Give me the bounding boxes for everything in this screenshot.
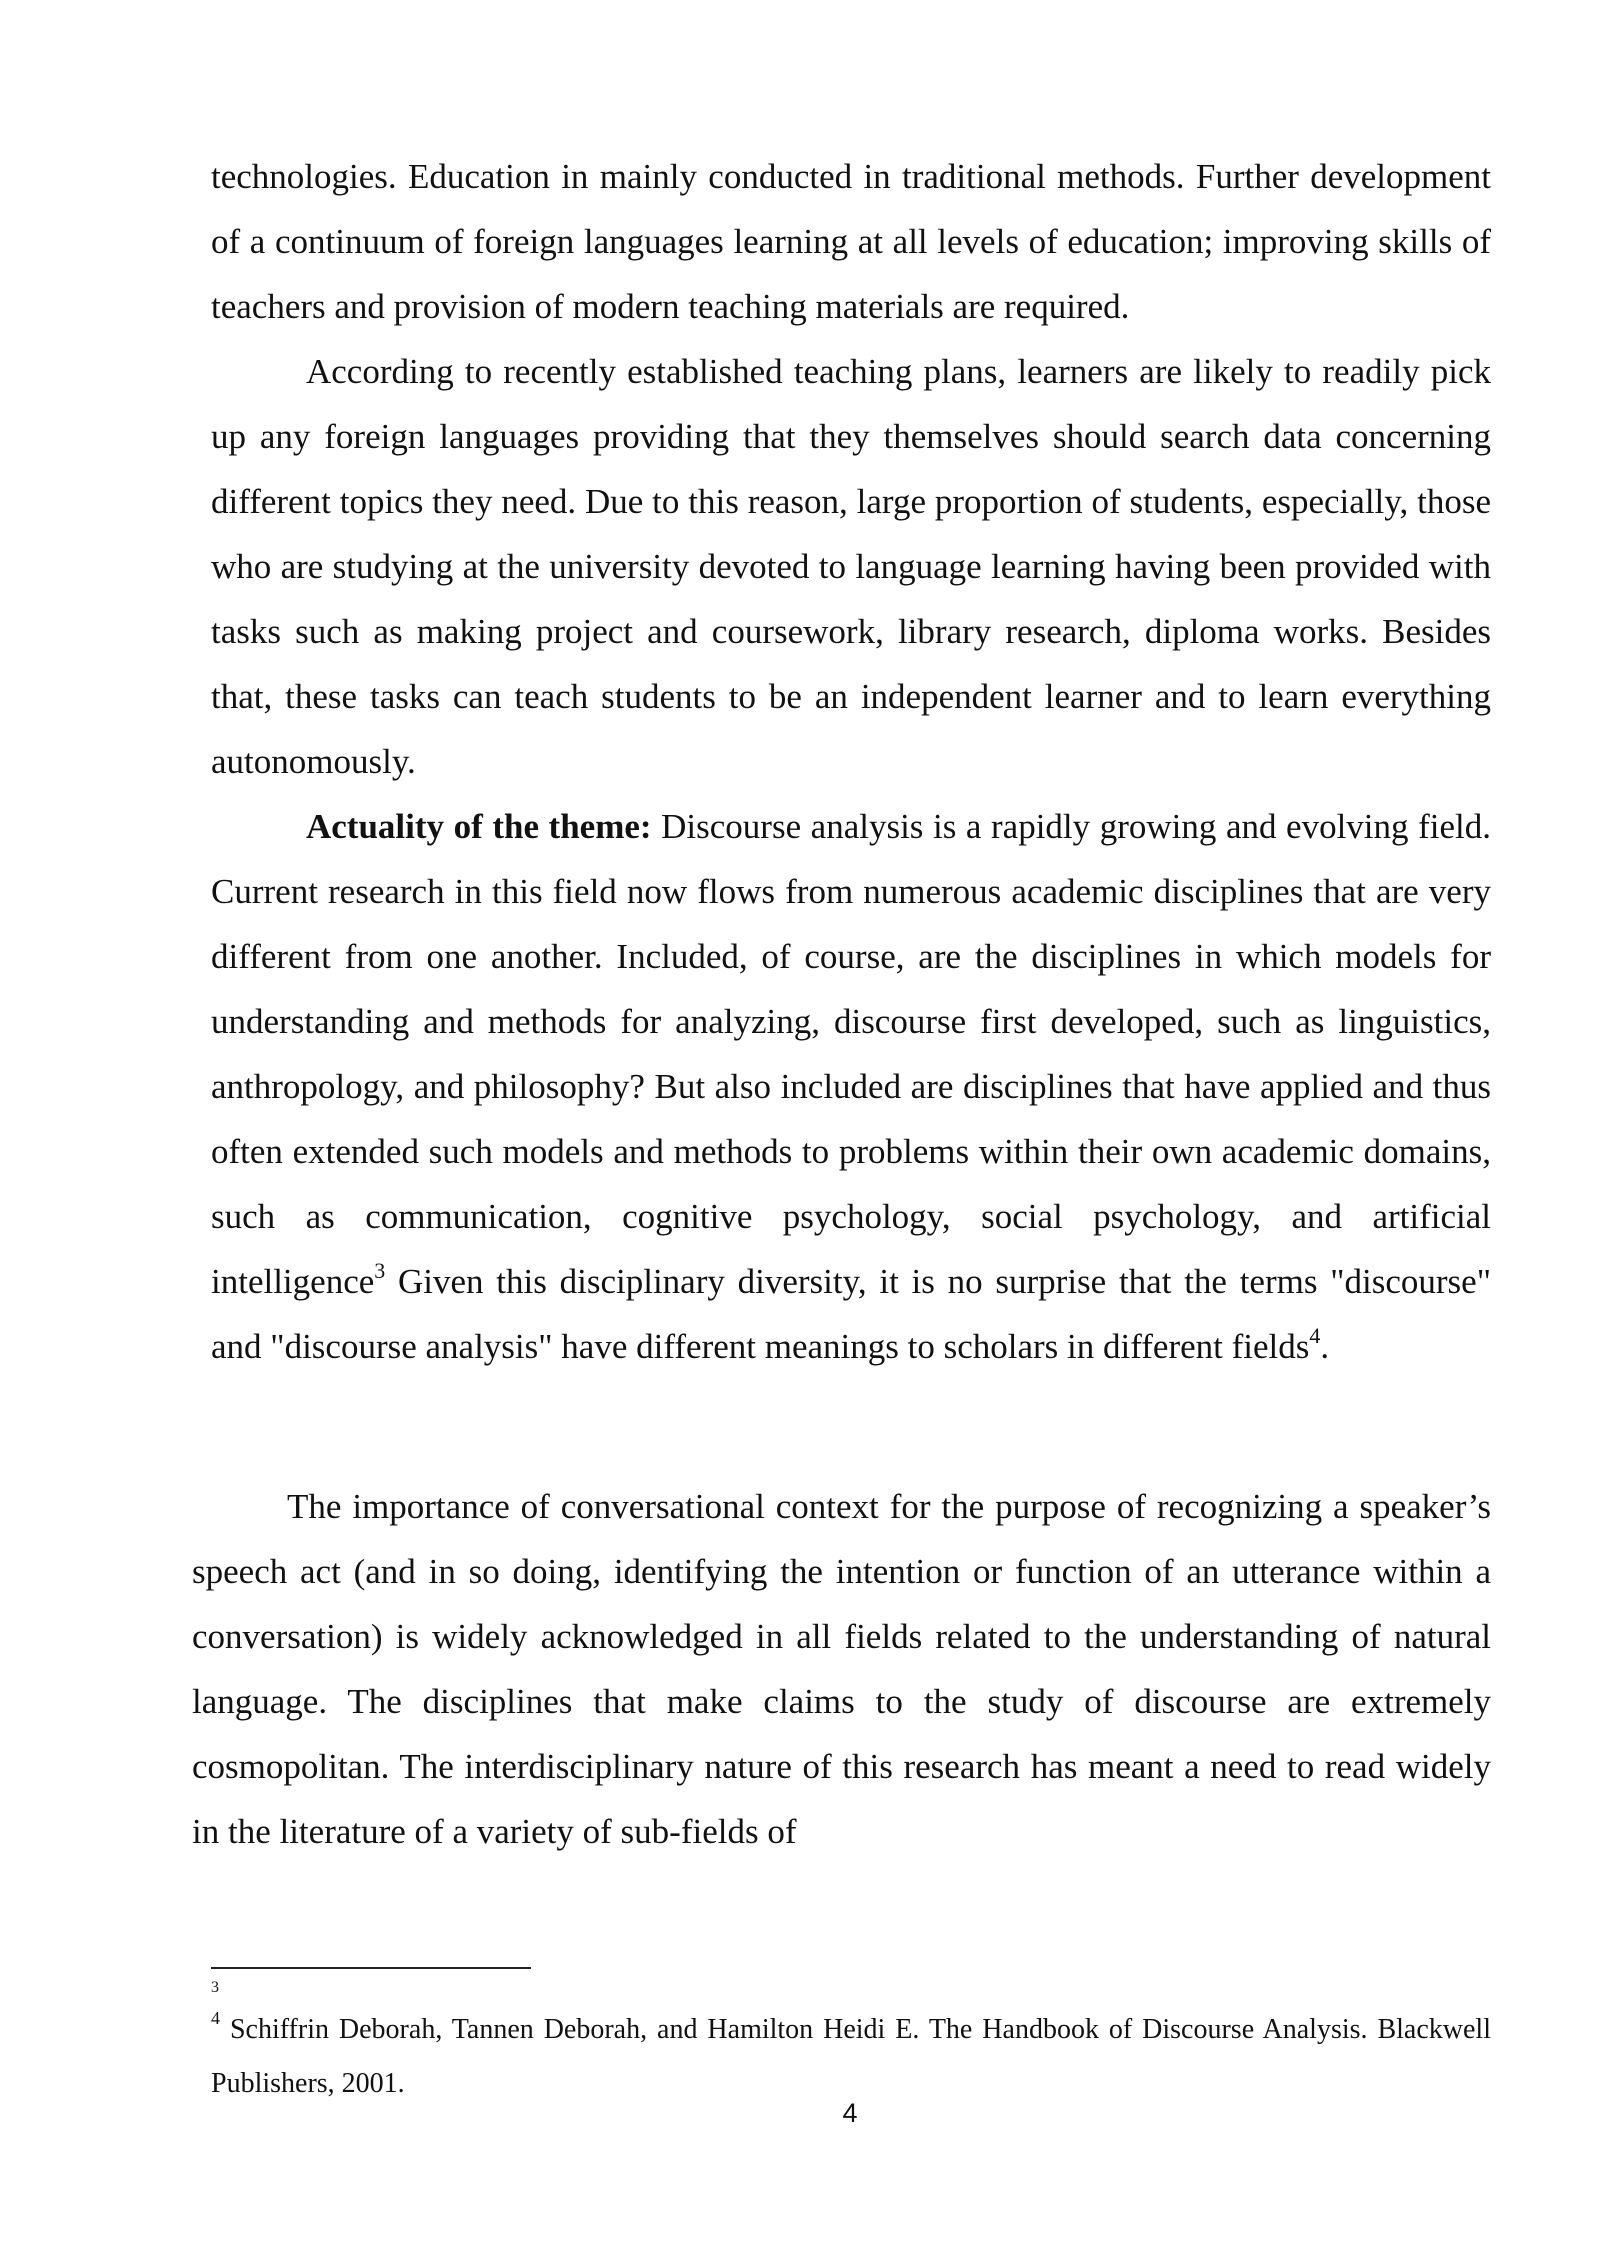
- footnote-ref-4[interactable]: 4: [1309, 1323, 1321, 1349]
- paragraph-4: The importance of conversational context for the purpose of recognizing a speaker’s speech act (and in so doing, identifying the intention or function of an utterance within a conversation) is widely acknowledged in all fields related to the understanding of natural language. The disciplines that make claims to the study of discourse are extremely cosmopolitan. The interdisciplinary nature of this research has meant a need to read widely in the literature of a variety of sub-fields of: [192, 1487, 1491, 1851]
- paragraph-2: According to recently established teaching plans, learners are likely to readily pick up any foreign languages providing that they themselves should search data concerning different topics they need. Due to this reason, large proportion of students, especially, those who are studying at the university devoted to language learning having been provided with tasks such as making project and coursework, library research, diploma works. Besides that, these tasks can teach students to be an independent learner and to learn everything autonomously.: [211, 352, 1491, 781]
- footnote-4-text: Schiffrin Deborah, Tannen Deborah, and Hamilton Heidi E. The Handbook of Discourse Analysis. Blackwell Publishers, 2001.: [211, 2014, 1491, 2099]
- body-text-indented: [211, 144, 1491, 1379]
- paragraph-3-text-a: Discourse analysis is a rapidly growing and evolving field. Current research in this field now flows from numerous academic disciplines that are very different from one another. Included, of course, are the disciplines in which models for understanding and methods for analyzing, discourse first developed, such as linguistics, anthropology, and philosophy? But also included are disciplines that have applied and thus often extended such models and methods to problems within their own academic domains, such as communication, cognitive psychology, social psychology, and artificial intelligence: [211, 807, 1491, 1301]
- footnote-ref-3[interactable]: 3: [374, 1258, 386, 1284]
- paragraph-1: technologies. Education in mainly conducted in traditional methods. Further development of a continuum of foreign languages learning at all levels of education; improving skills of teachers and provision of modern teaching materials are required.: [211, 157, 1491, 326]
- paragraph-3-text-b: Given this disciplinary diversity, it is no surprise that the terms "discourse" and "discourse analysis" have different meanings to scholars in different fields: [211, 1262, 1491, 1366]
- footnote-separator: [211, 1967, 531, 1969]
- body-text-main: [192, 1474, 1491, 1864]
- footnote-3: [211, 1978, 219, 1998]
- page-number: 4: [842, 2098, 858, 2128]
- section-heading-actuality: Actuality of the theme:: [306, 807, 652, 846]
- paragraph-3: [211, 794, 1491, 1379]
- footnote-4: [211, 2003, 1491, 2111]
- paragraph-3-end: .: [1320, 1327, 1330, 1366]
- footnote-4-marker: 4: [211, 2007, 220, 2028]
- footnote-3-marker: 3: [211, 1979, 219, 1996]
